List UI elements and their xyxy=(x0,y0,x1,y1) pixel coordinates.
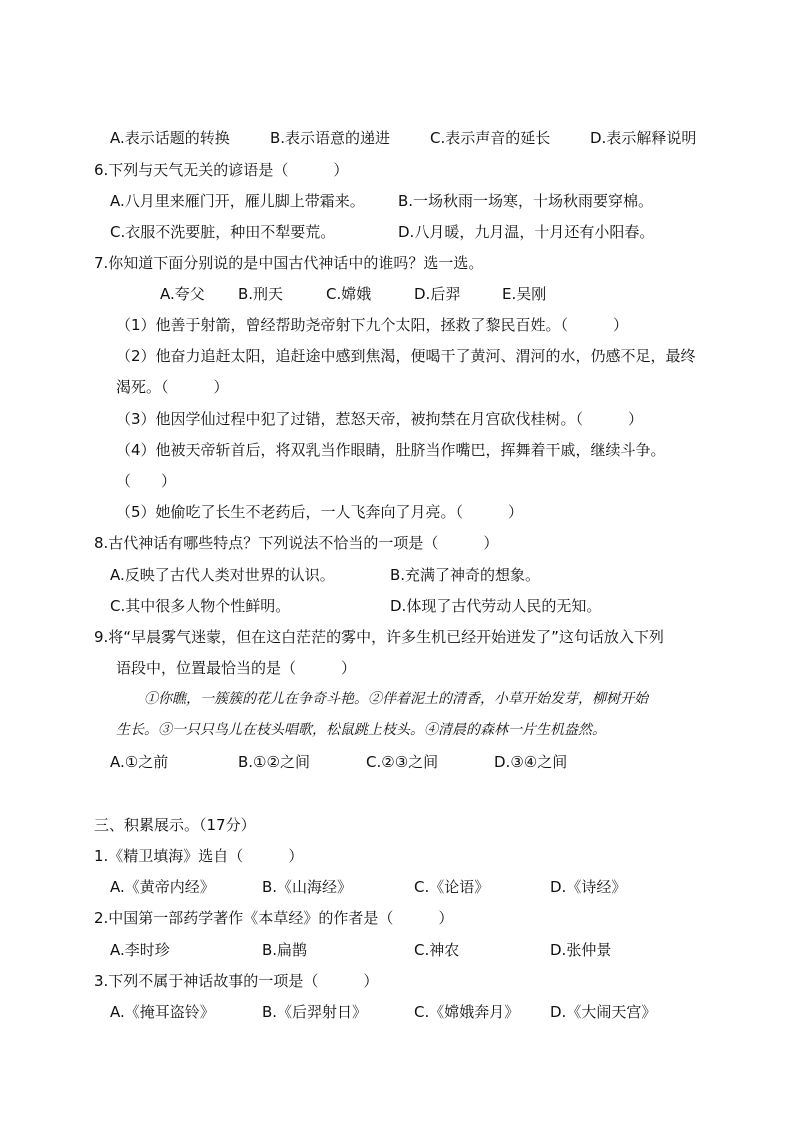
q6-option-a: A.八月里来雁门开，雁儿脚上带霜来。 xyxy=(110,192,365,210)
q9-option-b: B.①②之间 xyxy=(238,753,310,771)
s3-q2-option-a: A.李时珍 xyxy=(110,941,170,959)
q7-item-2-line2: 渴死。（ ） xyxy=(116,378,229,396)
q7-item-3: （3）他因学仙过程中犯了过错，惹怒天帝，被拘禁在月宫砍伐桂树。（ ） xyxy=(116,410,644,428)
s3-q1-option-b: B.《山海经》 xyxy=(262,878,353,896)
q7-stem: 7.你知道下面分别说的是中国古代神话中的谁吗？选一选。 xyxy=(94,254,484,272)
s3-q3-option-a: A.《掩耳盗铃》 xyxy=(110,1003,215,1021)
s3-q1-option-d: D.《诗经》 xyxy=(550,878,627,896)
q7-choice-a: A.夸父 xyxy=(160,285,205,303)
q8-option-a: A.反映了古代人类对世界的认识。 xyxy=(110,566,335,584)
q7-item-4-line2: （ ） xyxy=(116,472,177,490)
q7-choice-e: E.吴刚 xyxy=(502,285,547,303)
q8-option-d: D.体现了古代劳动人民的无知。 xyxy=(390,597,602,615)
q5-option-c: C.表示声音的延长 xyxy=(430,129,551,147)
s3-q3-stem: 3.下列不属于神话故事的一项是（ ） xyxy=(94,972,379,990)
s3-q3-option-b: B.《后羿射日》 xyxy=(262,1003,368,1021)
s3-q2-option-c: C.神农 xyxy=(414,941,460,959)
q8-option-b: B.充满了神奇的想象。 xyxy=(390,566,541,584)
q7-item-1: （1）他善于射箭，曾经帮助尧帝射下九个太阳，拯救了黎民百姓。（ ） xyxy=(116,316,629,334)
q5-option-a: A.表示话题的转换 xyxy=(110,129,230,147)
s3-q1-stem: 1.《精卫填海》选自（ ） xyxy=(94,847,304,865)
q9-stem-line1: 9.将“早晨雾气迷蒙，但在这白茫茫的雾中，许多生机已经开始迸发了”这句话放入下列 xyxy=(94,628,664,646)
q8-stem: 8.古代神话有哪些特点？下列说法不恰当的一项是（ ） xyxy=(94,534,499,552)
q9-stem-line2: 语段中，位置最恰当的是（ ） xyxy=(116,659,357,677)
s3-q2-option-b: B.扁鹊 xyxy=(262,941,308,959)
s3-q1-option-c: C.《论语》 xyxy=(414,878,490,896)
q6-option-d: D.八月暖，九月温，十月还有小阳春。 xyxy=(398,223,655,241)
q9-option-a: A.①之前 xyxy=(110,753,169,771)
s3-q1-option-a: A.《黄帝内经》 xyxy=(110,878,215,896)
q9-option-d: D.③④之间 xyxy=(494,753,568,771)
q7-choice-d: D.后羿 xyxy=(414,285,461,303)
q7-item-4-line1: （4）他被天帝斩首后，将双乳当作眼睛，肚脐当作嘴巴，挥舞着干戚，继续斗争。 xyxy=(116,441,666,459)
q6-stem: 6.下列与天气无关的谚语是（ ） xyxy=(94,161,349,179)
s3-q3-option-d: D.《大闹天宫》 xyxy=(550,1003,657,1021)
s3-q2-stem: 2.中国第一部药学著作《本草经》的作者是（ ） xyxy=(94,909,454,927)
q8-option-c: C.其中很多人物个性鲜明。 xyxy=(110,597,291,615)
q7-item-5: （5）她偷吃了长生不老药后，一人飞奔向了月亮。（ ） xyxy=(116,503,524,521)
q9-option-c: C.②③之间 xyxy=(366,753,439,771)
s3-q3-option-c: C.《嫦娥奔月》 xyxy=(414,1003,520,1021)
q7-choice-b: B.刑天 xyxy=(238,285,284,303)
s3-q2-option-d: D.张仲景 xyxy=(550,941,612,959)
q9-passage-line2: 生长。③一只只鸟儿在枝头唱歌，松鼠跳上枝头。④清晨的森林一片生机盎然。 xyxy=(116,722,606,738)
q6-option-b: B.一场秋雨一场寒，十场秋雨要穿棉。 xyxy=(398,192,654,210)
q6-option-c: C.衣服不洗要脏，种田不犁要荒。 xyxy=(110,223,336,241)
q7-item-2-line1: （2）他奋力追赶太阳，追赶途中感到焦渴，便喝干了黄河、渭河的水，仍感不足，最终 xyxy=(116,347,696,365)
q5-option-d: D.表示解释说明 xyxy=(590,129,697,147)
q7-choice-c: C.嫦娥 xyxy=(326,285,372,303)
section3-title: 三、积累展示。（17分） xyxy=(94,816,256,834)
q9-passage-line1: ①你瞧，一簇簇的花儿在争奇斗艳。②伴着泥土的清香，小草开始发芽，柳树开始 xyxy=(144,691,648,707)
q5-option-b: B.表示语意的递进 xyxy=(270,129,391,147)
